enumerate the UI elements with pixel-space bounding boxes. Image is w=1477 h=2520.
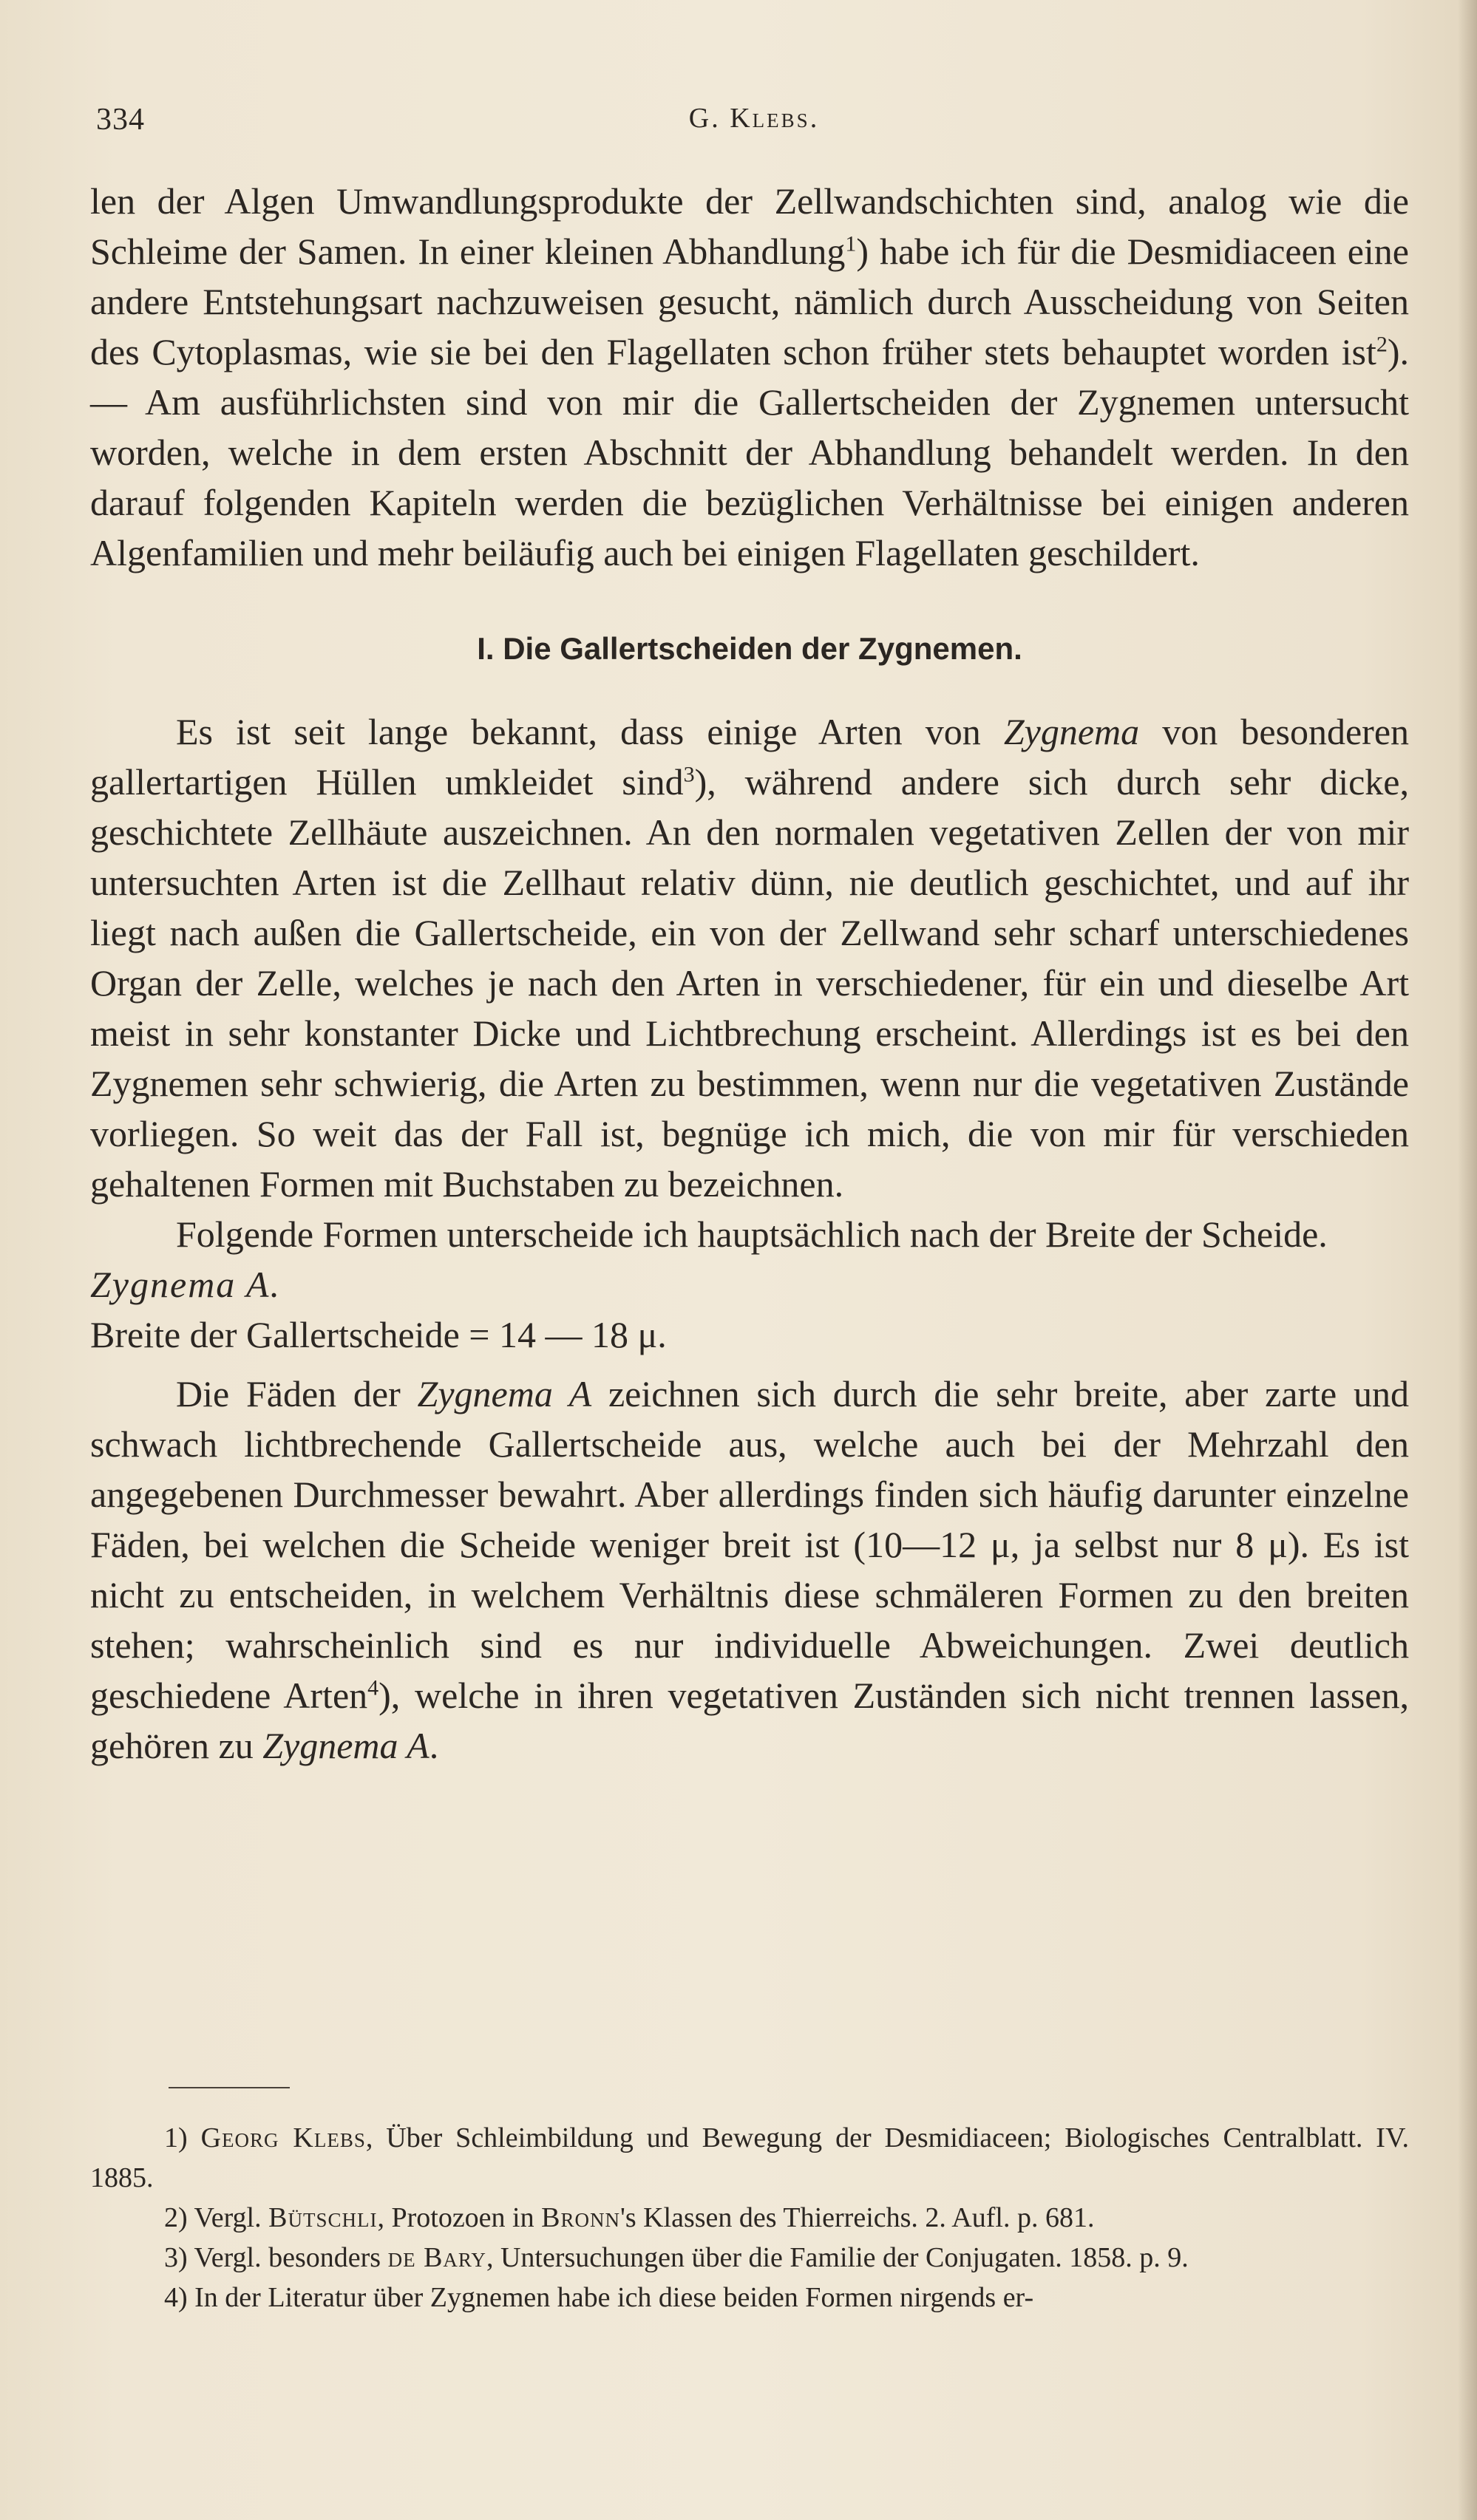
section-heading: I. Die Gallertscheiden der Zygnemen. <box>477 631 1022 666</box>
footnote-ref-4[interactable]: 4 <box>367 1675 379 1700</box>
species-width: Breite der Gallertscheide = 14 — 18 μ. <box>90 1314 667 1355</box>
page-edge-shadow <box>1458 0 1477 2520</box>
footnote-ref-3[interactable]: 3 <box>683 762 695 787</box>
paragraph-2: Es ist seit lange bekannt, dass einige Arten von Zygnema von besonderen gallertartigen Hüllen umkleidet sind$^3$), während andere sich durch sehr dicke, geschichtete Zellhäute auszeichnen. An den normalen vegetativen Zellen der von mir untersuchten Arten ist die Zellhaut relativ dünn, nie deutlich geschichtet, und auf ihr liegt nach außen die Gallertscheide, ein von der Zellwand sehr scharf unterschiedenes Organ der Zelle, welches je nach den Arten in verschiedener, für ein und dieselbe Art meist in sehr konstanter Dicke und Lichtbrechung erscheint. Allerdings ist es bei den Zygnemen sehr schwierig, die Arten zu bestimmen, wenn nur die vegetativen Zustände vorliegen. So weit das der Fall ist, begnüge ich mich, die von mir für verschieden gehaltenen Formen mit Buchstaben zu bezeichnen. <box>90 711 1410 1205</box>
paragraph-3: Folgende Formen unterscheide ich hauptsächlich nach der Breite der Scheide. <box>176 1213 1328 1255</box>
intro-paragraph: len der Algen Umwandlungsprodukte der Zellwandschichten sind, analog wie die Schleime der Samen. In einer kleinen Abhandlung$^1$) habe ich für die Desmidiaceen eine andere Entstehungsart nachzuweisen gesucht, nämlich durch Ausscheidung von Seiten des Cytoplasmas, wie sie bei den Flagellaten schon früher stets behauptet worden ist$^2$). — Am ausführlichsten sind von mir die Gallertscheiden der Zygnemen untersucht worden, welche in dem ersten Abschnitt der Abhandlung behandelt werden. In den darauf folgenden Kapiteln werden die bezüglichen Verhältnisse bei einigen anderen Algenfamilien und mehr beiläufig auch bei einigen Flagellaten geschildert. <box>90 180 1409 573</box>
page-number: 334 <box>96 103 145 137</box>
footnote-ref-1[interactable]: 1 <box>845 231 857 256</box>
body-text <box>90 176 1409 1771</box>
footnote-2: 2) Vergl. Bütschli, Protozoen in Bronn's Klassen des Thierreichs. 2. Aufl. p. 681. <box>164 2202 1095 2233</box>
footnotes <box>90 2118 1409 2318</box>
page-header <box>96 102 1412 146</box>
footnote-1: 1) Georg Klebs, Über Schleimbildung und Bewegung der Desmidiaceen; Biologisches Centralblatt. IV. 1885. <box>90 2122 1409 2193</box>
footnote-ref-2[interactable]: 2 <box>1376 332 1388 357</box>
footnote-divider <box>169 2087 290 2088</box>
footnote-3: 3) Vergl. besonders de Bary, Untersuchungen über die Familie der Conjugaten. 1858. p. 9. <box>164 2242 1189 2273</box>
running-head: G. Klebs. <box>688 103 820 134</box>
footnote-4: 4) In der Literatur über Zygnemen habe ich diese beiden Formen nirgends er- <box>164 2282 1034 2313</box>
paragraph-4: Die Fäden der Zygnema A zeichnen sich durch die sehr breite, aber zarte und schwach lichtbrechende Gallertscheide aus, welche auch bei der Mehrzahl den angegebenen Durchmesser bewahrt. Aber allerdings finden sich häufig darunter einzelne Fäden, bei welchen die Scheide weniger breit ist (10—12 μ, ja selbst nur 8 μ). Es ist nicht zu entscheiden, in welchem Verhältnis diese schmäleren Formen zu den breiten stehen; wahrscheinlich sind es nur individuelle Abweichungen. Zwei deutlich geschiedene Arten$^4$), welche in ihren vegetativen Zuständen sich nicht trennen lassen, gehören zu Zygnema A. <box>90 1373 1409 1766</box>
species-name: Zygnema A. <box>90 1264 281 1305</box>
